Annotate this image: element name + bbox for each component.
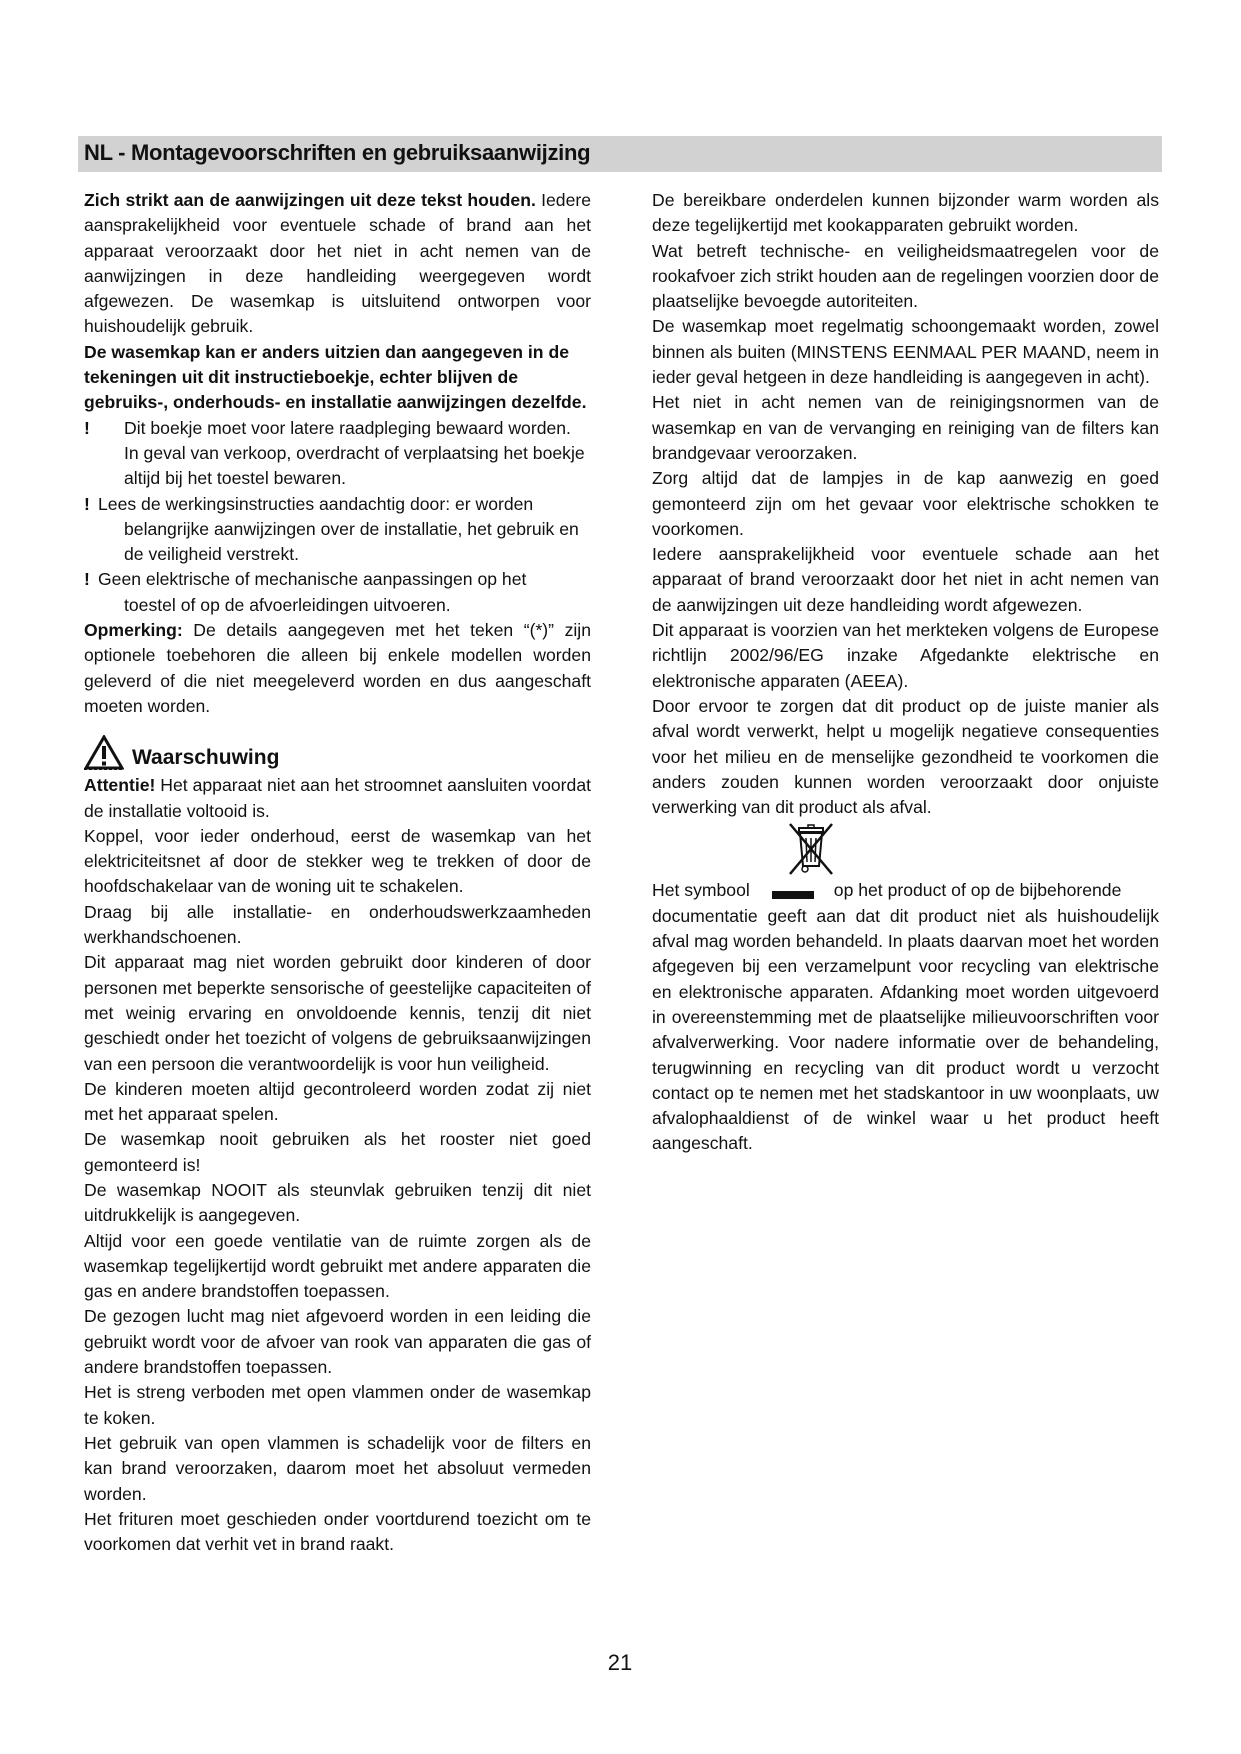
- right-paragraph: Dit apparaat is voorzien van het merkteken volgens de Europese richtlijn 2002/96/EG inzake Afgedankte elektrische en elektronische apparaten (AEEA).: [652, 620, 1159, 691]
- bullet-item: [84, 416, 591, 441]
- warning-title: Waarschuwing: [132, 746, 280, 770]
- left-column: [84, 188, 591, 1557]
- page-number: 21: [607, 1650, 633, 1675]
- exclamation-mark: !: [84, 417, 90, 438]
- bin-underline-bar-icon: [772, 891, 814, 899]
- left-paragraph: Dit apparaat mag niet worden gebruikt door kinderen of door personen met beperkte sensorische of geestelijke capaciteiten of met weinig ervaring en onvoldoende kennis, tenzij dit niet geschiedt onder het toezicht of volgens de gebruiksaanwijzingen van een persoon die verantwoordelijk is voor hun veiligheid.: [84, 952, 591, 1074]
- left-paragraph: De wasemkap nooit gebruiken als het rooster niet goed gemonteerd is!: [84, 1129, 591, 1175]
- exclamation-mark: !: [84, 493, 90, 514]
- left-paragraph: De kinderen moeten altijd gecontroleerd worden zodat zij niet met het apparaat spelen.: [84, 1078, 591, 1125]
- right-column: [652, 188, 1159, 1157]
- intro-text: Iedere aansprakelijkheid voor eventuele schade of brand aan het apparaat veroorzaakt door het niet in acht nemen van de aanwijzingen in deze handleiding weergegeven wordt afgewezen. De wasemkap is uitsluitend ontworpen voor huishoudelijk gebruik.: [84, 190, 592, 337]
- weee-symbol-wrap: [652, 822, 1159, 878]
- notice-bold: De wasemkap kan er anders uitzien dan aangegeven in de tekeningen uit dit instructieboekje, echter blijven de gebruiks-, onderhouds- en installatie aanwijzingen dezelfde.: [84, 341, 587, 413]
- bullet-item: [84, 492, 591, 517]
- symbol-suffix: op het product of op de bijbehorende: [833, 880, 1122, 901]
- left-paragraph: Het is streng verboden met open vlammen onder de wasemkap te koken.: [84, 1382, 591, 1428]
- warning-triangle-icon: [84, 735, 124, 771]
- left-paragraph: Het gebruik van open vlammen is schadelijk voor de filters en kan brand veroorzaken, daarom moet het absoluut vermeden worden.: [84, 1432, 591, 1504]
- warning-heading: [84, 735, 591, 771]
- bullet-continuation: In geval van verkoop, overdracht of verplaatsing het boekje altijd bij het toestel bewaren.: [124, 442, 585, 489]
- left-paragraph: Koppel, voor ieder onderhoud, eerst de wasemkap van het elektriciteitsnet af door de stekker weg te trekken of door de hoofdschakelaar van de woning uit te schakelen.: [84, 825, 591, 897]
- right-paragraph: De bereikbare onderdelen kunnen bijzonder warm worden als deze tegelijkertijd met kookapparaten gebruikt worden.: [652, 190, 1159, 236]
- bullet-item: [84, 567, 591, 592]
- attention-label: Attentie!: [84, 775, 156, 796]
- section-header: [78, 136, 1162, 172]
- right-paragraph: De wasemkap moet regelmatig schoongemaakt worden, zowel binnen als buiten (MINSTENS EENMAAL PER MAAND, neem in ieder geval hetgeen in deze handleiding is aangegeven in acht).: [652, 316, 1159, 388]
- right-paragraph: Wat betreft technische- en veiligheidsmaatregelen voor de rookafvoer zich strikt houden aan de regelingen voorzien door de plaatselijke bevoegde autoriteiten.: [652, 240, 1159, 312]
- intro-bold: Zich strikt aan de aanwijzingen uit deze tekst houden.: [84, 190, 536, 210]
- remark-text: De details aangegeven met het teken “(*)” zijn optionele toebehoren die alleen bij enkele modellen worden geleverd of die niet meegeleverd worden en dus aangeschaft moeten worden.: [84, 620, 591, 716]
- intro-paragraph: [84, 188, 591, 340]
- crossed-out-bin-icon: [782, 822, 840, 878]
- right-paragraph: Iedere aansprakelijkheid voor eventuele schade aan het apparaat of brand veroorzaakt door het niet in acht nemen van de aanwijzingen uit deze handleiding wordt afgewezen.: [652, 544, 1159, 615]
- right-paragraph: Door ervoor te zorgen dat dit product op de juiste manier als afval wordt verwerkt, helpt u mogelijk negatieve consequenties voor het milieu en de menselijke gezondheid te voorkomen die anders zouden kunnen worden veroorzaakt door onjuiste verwerking van dit product als afval.: [652, 695, 1159, 818]
- attention-paragraph: [84, 773, 591, 824]
- bullet-text: Geen elektrische of mechanische aanpassingen op het: [98, 569, 527, 590]
- symbol-paragraph: documentatie geeft aan dat dit product niet als huishoudelijk afval mag worden behandeld. In plaats daarvan moet het worden afgegeven bij een verzamelpunt voor recycling van elektrische en elektronische apparaten. Afdanking moet worden uitgevoerd in overeenstemming met de plaatselijke milieuvoorschriften voor afvalverwerking. Voor nadere informatie over de behandeling, terugwinning en recycling van dit product wordt u verzocht contact op te nemen met het stadskantoor in uw woonplaats, uw afvalophaaldienst of de winkel waar u het product heeft aangeschaft.: [652, 905, 1159, 1154]
- bullet-continuation: belangrijke aanwijzingen over de installatie, het gebruik en de veiligheid verstrekt.: [124, 518, 579, 565]
- attention-text: Het apparaat niet aan het stroomnet aansluiten voordat de installatie voltooid is.: [84, 775, 591, 821]
- exclamation-mark: !: [84, 569, 90, 590]
- bullet-text: Lees de werkingsinstructies aandachtig door: er worden: [98, 493, 534, 514]
- right-paragraph: Het niet in acht nemen van de reinigingsnormen van de wasemkap en van de vervanging en reiniging van de filters kan brandgevaar veroorzaken.: [652, 392, 1159, 463]
- left-paragraph: Altijd voor een goede ventilatie van de ruimte zorgen als de wasemkap tegelijkertijd wordt gebruikt met andere apparaten die gas en andere brandstoffen toepassen.: [84, 1230, 591, 1302]
- left-paragraph: De wasemkap NOOIT als steunvlak gebruiken tenzij dit niet uitdrukkelijk is aangegeven.: [84, 1179, 591, 1226]
- symbol-prefix: Het symbool: [652, 880, 750, 901]
- right-paragraph: Zorg altijd dat de lampjes in de kap aanwezig en goed gemonteerd zijn om het gevaar voor elektrische schokken te voorkomen.: [652, 468, 1159, 539]
- bullet-continuation: toestel of op de afvoerleidingen uitvoeren.: [124, 594, 451, 615]
- section-title: NL - Montagevoorschriften en gebruiksaanwijzing: [84, 140, 591, 165]
- symbol-line: [652, 878, 1159, 903]
- left-paragraph: Het frituren moet geschieden onder voortdurend toezicht om te voorkomen dat verhit vet in brand raakt.: [84, 1508, 591, 1555]
- left-paragraph: De gezogen lucht mag niet afgevoerd worden in een leiding die gebruikt wordt voor de afvoer van rook van apparaten die gas of andere brandstoffen toepassen.: [84, 1306, 591, 1378]
- left-paragraph: Draag bij alle installatie- en onderhoudswerkzaamheden werkhandschoenen.: [84, 901, 591, 948]
- remark-paragraph: [84, 618, 591, 719]
- remark-label: Opmerking:: [84, 620, 183, 641]
- bullet-text: Dit boekje moet voor latere raadpleging bewaard worden.: [124, 417, 571, 438]
